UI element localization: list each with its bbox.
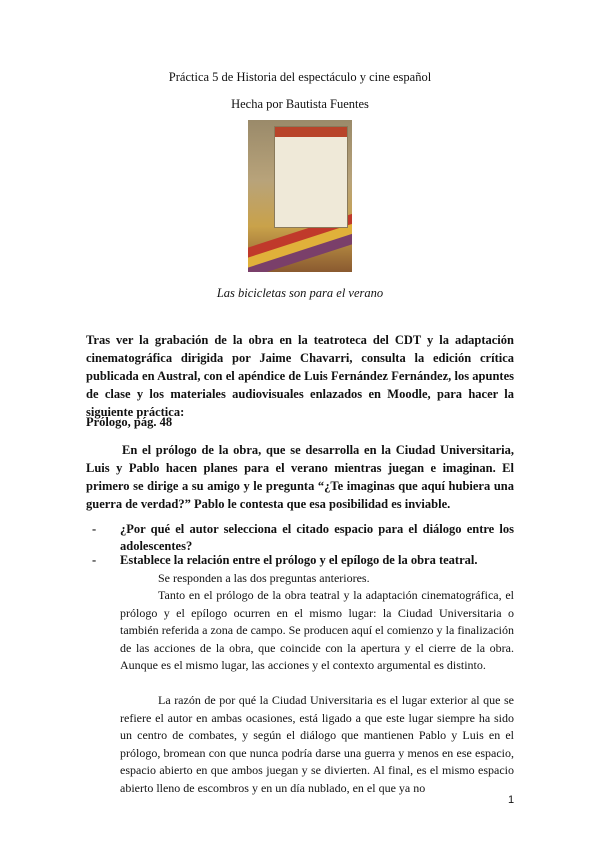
answer-paragraph: Se responden a las dos preguntas anteriores. <box>158 571 370 585</box>
document-title: Práctica 5 de Historia del espectáculo y cine español <box>168 70 432 84</box>
page-number: 1 <box>508 794 515 806</box>
answer-paragraph: Tanto en el prólogo de la obra teatral y la adaptación cinematográfica, el prólogo y el epílogo ocurren en el mismo lugar: la Ciudad Universitaria o también referida a zona de campo. Se producen aquí el comienzo y la finalización de las acciones de la obra, que coincide con la apertura y el cierre de la obra. Aunque es el mismo lugar, las acciones y el contexto argumental es distinto. <box>120 588 514 672</box>
document-author: Hecha por Bautista Fuentes <box>231 97 369 111</box>
bullet-dash: - <box>92 553 97 567</box>
instructions-paragraph: Tras ver la grabación de la obra en la teatroteca del CDT y la adaptación cinematográfica dirigida por Jaime Chavarri, consulta la edición crítica publicada en Austral, con el apéndice de Luis Fernández Fernández, los apuntes de clase y los materiales audiovisuales enlazados en Moodle, para hacer la siguiente práctica: <box>86 333 514 419</box>
answer-paragraph: La razón de por qué la Ciudad Universitaria es el lugar exterior al que se refiere el autor en ambas ocasiones, está ligado a que este lugar siempre ha sido un centro de combates, y según el diálogo que mantienen Pablo y Luis en el prólogo, bromean con que nunca podría darse una guerra y menos en ese espacio, espacio abierto en que ambos juegan y se divierten. Al final, es el mismo espacio abierto lleno de escombros y en un día nublado, en el que ya no <box>120 693 514 795</box>
question-text: Establece la relación entre el prólogo y el epílogo de la obra teatral. <box>120 553 478 567</box>
book-cover-image <box>248 120 352 272</box>
prologue-paragraph: En el prólogo de la obra, que se desarrolla en la Ciudad Universitaria, Luis y Pablo hacen planes para el verano mientras juegan e imaginan. El primero se dirige a su amigo y le pregunta “¿Te imaginas que aquí hubiera una guerra de verdad?” Pablo le contesta que esa posibilidad es inviable. <box>86 443 514 511</box>
section-heading: Prólogo, pág. 48 <box>86 415 173 429</box>
figure-caption: Las bicicletas son para el verano <box>216 286 384 300</box>
question-text: ¿Por qué el autor selecciona el citado espacio para el diálogo entre los adolescentes? <box>120 522 514 553</box>
bullet-dash: - <box>92 522 97 536</box>
